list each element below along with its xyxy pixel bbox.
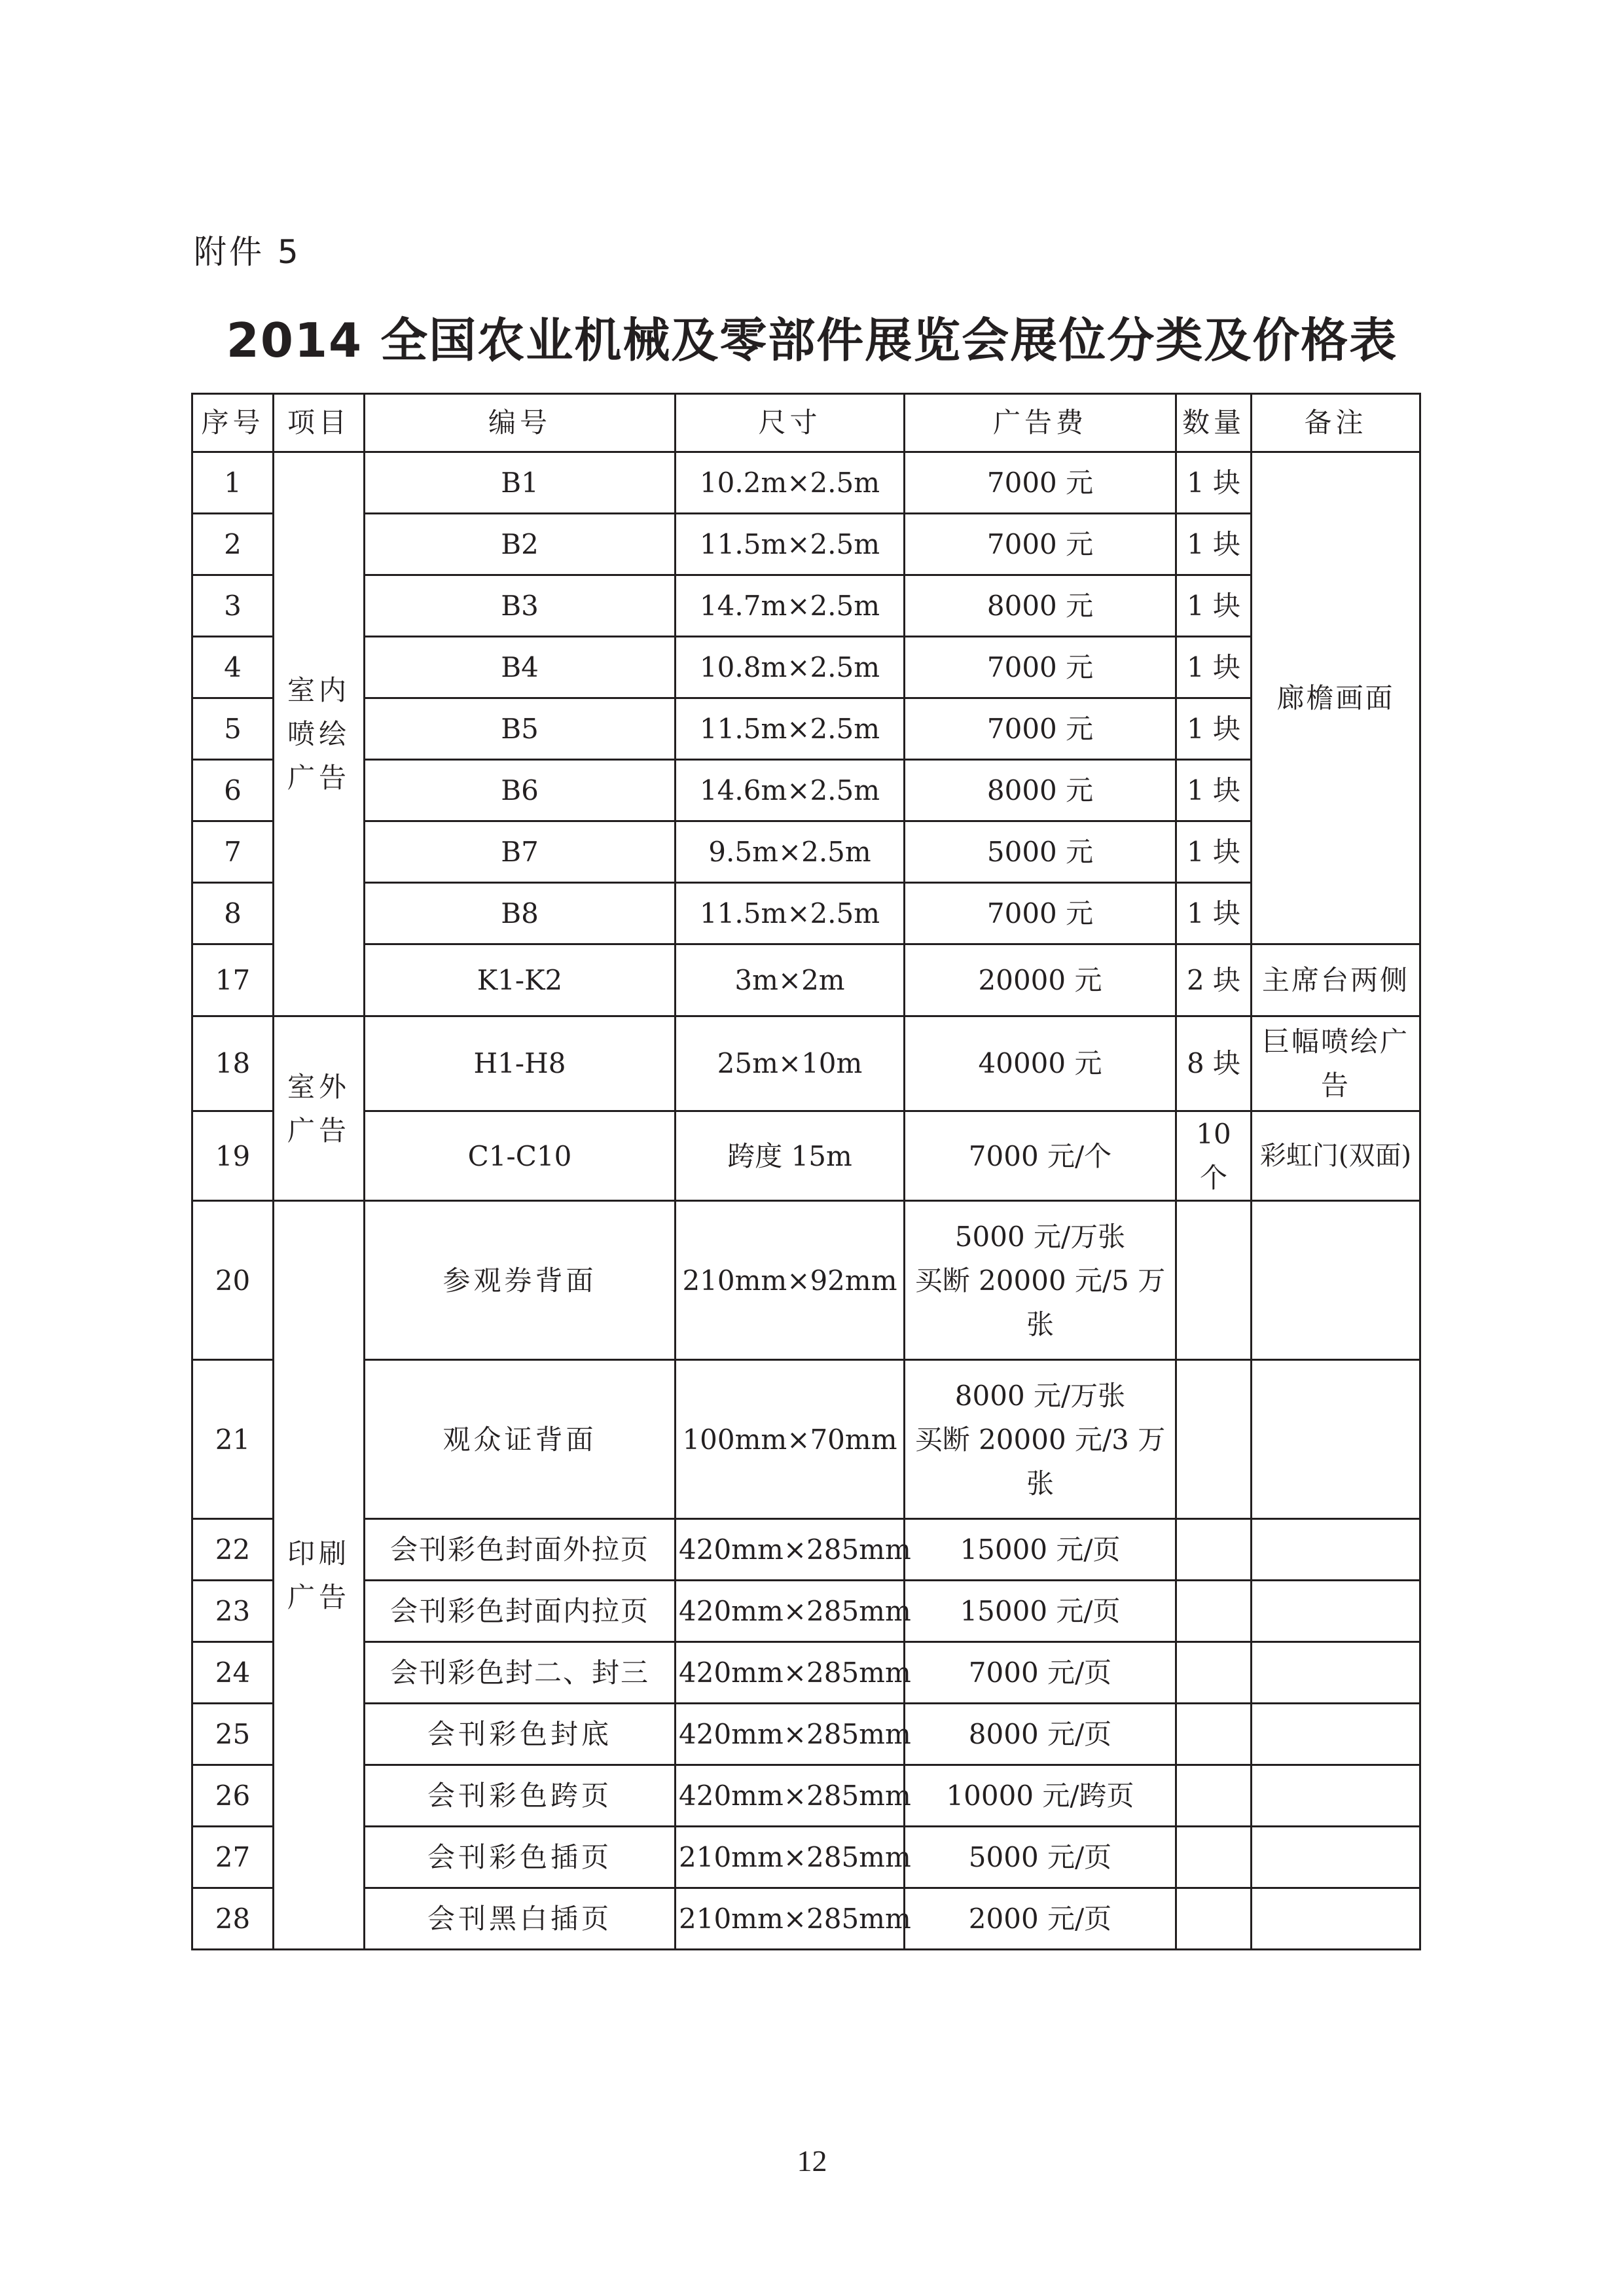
cell-qty: 1 块 — [1176, 698, 1252, 760]
page-number: 12 — [797, 2144, 827, 2178]
table-row — [192, 1111, 1420, 1201]
cell-no: 5 — [192, 698, 274, 760]
category-label: 室内喷绘广告 — [287, 673, 350, 795]
table-row — [192, 1827, 1420, 1888]
cell-size: 210mm×285mm — [676, 1827, 905, 1888]
cell-note — [1252, 1360, 1420, 1519]
cell-qty: 2 块 — [1176, 944, 1252, 1016]
cell-code: B3 — [365, 575, 676, 637]
table-row — [192, 1519, 1420, 1581]
table-row — [192, 452, 1420, 514]
table-row — [192, 944, 1420, 1016]
table-row — [192, 1581, 1420, 1642]
header-item: 项目 — [274, 394, 365, 452]
cell-qty — [1176, 1519, 1252, 1581]
cell-code: B6 — [365, 760, 676, 821]
cell-fee: 7000 元 — [905, 883, 1176, 944]
header-no: 序号 — [192, 394, 274, 452]
cell-size: 420mm×285mm — [676, 1704, 905, 1765]
cell-qty: 1 块 — [1176, 883, 1252, 944]
cell-size: 25m×10m — [676, 1016, 905, 1111]
cell-no: 24 — [192, 1642, 274, 1704]
cell-qty: 1 块 — [1176, 452, 1252, 514]
header-fee: 广告费 — [905, 394, 1176, 452]
cell-size: 420mm×285mm — [676, 1765, 905, 1827]
page-title: 2014 全国农业机械及零部件展览会展位分类及价格表 — [226, 313, 1398, 368]
cell-qty — [1176, 1201, 1252, 1360]
table-row — [192, 883, 1420, 944]
table-header-row — [192, 394, 1420, 452]
cell-no: 28 — [192, 1888, 274, 1950]
cell-size: 10.8m×2.5m — [676, 637, 905, 698]
cell-note — [1252, 1888, 1420, 1950]
cell-fee: 8000 元/页 — [905, 1704, 1176, 1765]
cell-note — [1252, 1827, 1420, 1888]
cell-size: 跨度 15m — [676, 1111, 905, 1201]
header-qty: 数量 — [1176, 394, 1252, 452]
cell-no: 27 — [192, 1827, 274, 1888]
cell-fee: 15000 元/页 — [905, 1581, 1176, 1642]
cell-code: K1-K2 — [365, 944, 676, 1016]
cell-size: 14.7m×2.5m — [676, 575, 905, 637]
cell-code: H1-H8 — [365, 1016, 676, 1111]
cell-fee: 7000 元 — [905, 514, 1176, 575]
header-code: 编号 — [365, 394, 676, 452]
fee-line: 5000 元/万张 — [954, 1220, 1126, 1253]
cell-fee: 7000 元 — [905, 637, 1176, 698]
cell-fee: 5000 元/页 — [905, 1827, 1176, 1888]
cell-size: 11.5m×2.5m — [676, 514, 905, 575]
header-size: 尺寸 — [676, 394, 905, 452]
cell-no: 20 — [192, 1201, 274, 1360]
cell-size: 420mm×285mm — [676, 1519, 905, 1581]
cell-size: 10.2m×2.5m — [676, 452, 905, 514]
table-row — [192, 514, 1420, 575]
table-row — [192, 637, 1420, 698]
cell-note — [1252, 1201, 1420, 1360]
cell-no: 22 — [192, 1519, 274, 1581]
cell-fee — [905, 1201, 1176, 1360]
cell-fee: 2000 元/页 — [905, 1888, 1176, 1950]
cell-size: 210mm×285mm — [676, 1888, 905, 1950]
table-row — [192, 698, 1420, 760]
cell-code: 会刊黑白插页 — [365, 1888, 676, 1950]
note-corridor: 廊檐画面 — [1252, 452, 1420, 944]
cell-qty: 8 块 — [1176, 1016, 1252, 1111]
cell-no: 26 — [192, 1765, 274, 1827]
cell-no: 1 — [192, 452, 274, 514]
cell-qty — [1176, 1888, 1252, 1950]
cell-note — [1252, 1581, 1420, 1642]
cell-note — [1252, 1765, 1420, 1827]
fee-line: 买断 20000 元/5 万张 — [914, 1264, 1166, 1340]
category-print — [274, 1201, 365, 1950]
cell-no: 3 — [192, 575, 274, 637]
cell-no: 7 — [192, 821, 274, 883]
cell-size: 9.5m×2.5m — [676, 821, 905, 883]
cell-note: 巨幅喷绘广告 — [1252, 1016, 1420, 1111]
header-note: 备注 — [1252, 394, 1420, 452]
fee-line: 买断 20000 元/3 万张 — [914, 1423, 1166, 1499]
table-row — [192, 1201, 1420, 1360]
cell-size: 11.5m×2.5m — [676, 883, 905, 944]
cell-qty: 10 个 — [1176, 1111, 1252, 1201]
cell-code: B4 — [365, 637, 676, 698]
cell-size: 420mm×285mm — [676, 1581, 905, 1642]
cell-code: 会刊彩色封二、封三 — [365, 1642, 676, 1704]
cell-code: 参观券背面 — [365, 1201, 676, 1360]
table-row — [192, 1704, 1420, 1765]
cell-code: 会刊彩色插页 — [365, 1827, 676, 1888]
cell-code: 会刊彩色封底 — [365, 1704, 676, 1765]
cell-fee: 7000 元/个 — [905, 1111, 1176, 1201]
cell-size: 11.5m×2.5m — [676, 698, 905, 760]
cell-qty: 1 块 — [1176, 821, 1252, 883]
cell-fee: 15000 元/页 — [905, 1519, 1176, 1581]
category-label: 室外广告 — [287, 1070, 350, 1147]
cell-fee: 7000 元 — [905, 452, 1176, 514]
cell-code: C1-C10 — [365, 1111, 676, 1201]
table-row — [192, 760, 1420, 821]
cell-fee: 8000 元 — [905, 575, 1176, 637]
cell-qty — [1176, 1765, 1252, 1827]
cell-size: 3m×2m — [676, 944, 905, 1016]
cell-size: 210mm×92mm — [676, 1201, 905, 1360]
fee-line: 8000 元/万张 — [954, 1379, 1126, 1412]
cell-no: 25 — [192, 1704, 274, 1765]
cell-fee: 7000 元 — [905, 698, 1176, 760]
cell-fee: 7000 元/页 — [905, 1642, 1176, 1704]
cell-fee: 20000 元 — [905, 944, 1176, 1016]
table-row — [192, 575, 1420, 637]
cell-qty — [1176, 1642, 1252, 1704]
cell-no: 6 — [192, 760, 274, 821]
cell-no: 2 — [192, 514, 274, 575]
table-row — [192, 1765, 1420, 1827]
cell-qty — [1176, 1704, 1252, 1765]
cell-qty — [1176, 1827, 1252, 1888]
attachment-label: 附件 5 — [194, 233, 301, 271]
cell-fee: 40000 元 — [905, 1016, 1176, 1111]
cell-fee: 10000 元/跨页 — [905, 1765, 1176, 1827]
category-indoor — [274, 452, 365, 1016]
cell-qty: 1 块 — [1176, 760, 1252, 821]
cell-code: 会刊彩色跨页 — [365, 1765, 676, 1827]
cell-size: 420mm×285mm — [676, 1642, 905, 1704]
cell-qty: 1 块 — [1176, 637, 1252, 698]
cell-qty — [1176, 1581, 1252, 1642]
category-outdoor — [274, 1016, 365, 1201]
cell-code: B5 — [365, 698, 676, 760]
table-row — [192, 1642, 1420, 1704]
price-table — [191, 393, 1421, 1950]
cell-size: 14.6m×2.5m — [676, 760, 905, 821]
cell-code: 会刊彩色封面内拉页 — [365, 1581, 676, 1642]
cell-note: 彩虹门(双面) — [1252, 1111, 1420, 1201]
cell-fee: 5000 元 — [905, 821, 1176, 883]
category-label: 印刷广告 — [287, 1537, 350, 1613]
cell-no: 21 — [192, 1360, 274, 1519]
cell-fee — [905, 1360, 1176, 1519]
cell-code: B8 — [365, 883, 676, 944]
table-row — [192, 1016, 1420, 1111]
table-row — [192, 1888, 1420, 1950]
cell-note — [1252, 1642, 1420, 1704]
table-row — [192, 1360, 1420, 1519]
cell-no: 23 — [192, 1581, 274, 1642]
cell-code: B2 — [365, 514, 676, 575]
cell-note — [1252, 1704, 1420, 1765]
cell-fee: 8000 元 — [905, 760, 1176, 821]
cell-qty — [1176, 1360, 1252, 1519]
cell-no: 8 — [192, 883, 274, 944]
cell-no: 19 — [192, 1111, 274, 1201]
cell-qty: 1 块 — [1176, 575, 1252, 637]
cell-code: B7 — [365, 821, 676, 883]
cell-no: 17 — [192, 944, 274, 1016]
cell-no: 4 — [192, 637, 274, 698]
cell-code: 观众证背面 — [365, 1360, 676, 1519]
cell-qty: 1 块 — [1176, 514, 1252, 575]
cell-code: 会刊彩色封面外拉页 — [365, 1519, 676, 1581]
cell-code: B1 — [365, 452, 676, 514]
cell-no: 18 — [192, 1016, 274, 1111]
cell-note: 主席台两侧 — [1252, 944, 1420, 1016]
cell-note — [1252, 1519, 1420, 1581]
cell-size: 100mm×70mm — [676, 1360, 905, 1519]
table-row — [192, 821, 1420, 883]
